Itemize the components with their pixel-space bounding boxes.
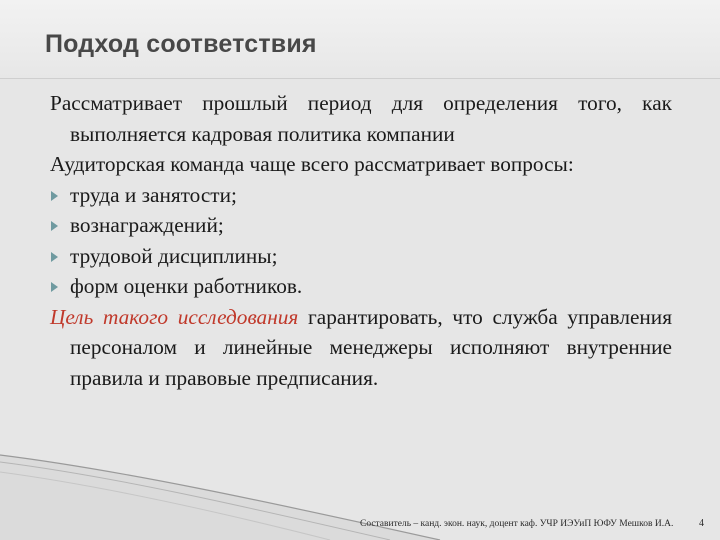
paragraph-intro: Рассматривает прошлый период для определения того, как выполняется кадровая политика компании bbox=[50, 91, 672, 146]
page-number: 4 bbox=[699, 518, 704, 529]
footer-author: Составитель – канд. экон. наук, доцент каф. УЧР ИЭУиП ЮФУ Мешков И.А. bbox=[360, 519, 674, 529]
slide-title: Подход соответствия bbox=[45, 30, 317, 58]
goal-rest: гарантировать, что служба управления персоналом и линейные менеджеры исполняют внутренние правила и правовые предписания. bbox=[70, 304, 672, 390]
goal-lead: Цель такого исследования bbox=[50, 304, 299, 329]
bullet-label: форм оценки работников. bbox=[70, 274, 303, 298]
paragraph-audit: Аудиторская команда чаще всего рассматривает вопросы: bbox=[50, 152, 574, 176]
bullet-label: вознаграждений; bbox=[70, 213, 224, 237]
bullet-label: трудовой дисциплины; bbox=[70, 243, 278, 268]
bullet-label: труда и занятости; bbox=[70, 182, 237, 207]
